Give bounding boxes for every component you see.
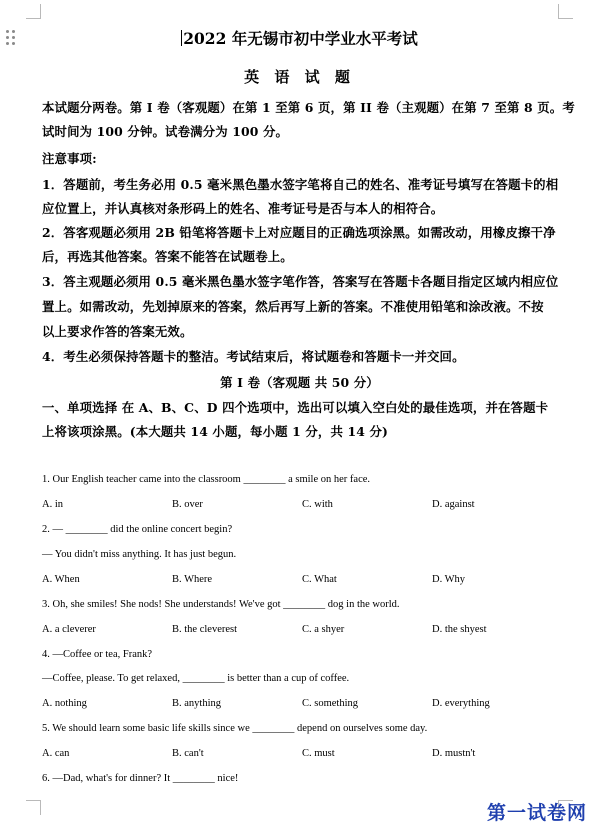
page-subtitle: 英 语 试 题	[244, 68, 355, 86]
option-a: A. a cleverer	[42, 624, 96, 635]
section-instruction: 一、单项选择 在 A、B、C、D 四个选项中，选出可以填入空白处的最佳选项，并在答题卡	[42, 400, 549, 415]
page-corner-mark	[558, 4, 573, 19]
option-b: B. over	[172, 499, 203, 510]
option-c: C. with	[302, 499, 333, 510]
option-c: C. a shyer	[302, 624, 345, 635]
option-b: B. can't	[172, 748, 204, 759]
option-a: A. in	[42, 499, 63, 510]
option-d: D. Why	[432, 574, 466, 585]
option-d: D. mustn't	[432, 748, 476, 759]
option-c: C. must	[302, 748, 335, 759]
note-line: 4．考生必须保持答题卡的整洁。考试结束后，将试题卷和答题卡一并交回。	[42, 349, 465, 364]
option-a: A. When	[42, 574, 80, 585]
option-b: B. anything	[172, 698, 221, 709]
option-a: A. nothing	[42, 698, 87, 709]
page-corner-mark	[26, 800, 41, 815]
note-line: 后，再选其他答案。答案不能答在试题卷上。	[42, 249, 293, 264]
note-line: 置上。如需改动，先划掉原来的答案，然后再写上新的答案。不准使用铅笔和涂改液。不按	[42, 299, 544, 314]
question-stem: 2. — ________ did the online concert begin?	[42, 524, 233, 535]
note-line: 以上要求作答的答案无效。	[42, 324, 193, 339]
option-b: B. Where	[172, 574, 213, 585]
question-stem: —Coffee, please. To get relaxed, ________ is better than a cup of coffee.	[42, 673, 350, 684]
question-stem: — You didn't miss anything. It has just begun.	[42, 549, 237, 560]
notes-heading: 注意事项:	[42, 151, 97, 166]
question-stem: 1. Our English teacher came into the classroom ________ a smile on her face.	[42, 474, 371, 485]
page-corner-mark	[26, 4, 41, 19]
option-d: D. against	[432, 499, 475, 510]
intro-line: 试时间为 100 分钟。试卷满分为 100 分。	[42, 124, 289, 139]
option-b: B. the cleverest	[172, 624, 238, 635]
question-stem: 6. —Dad, what's for dinner? It ________ nice!	[42, 773, 239, 784]
section-instruction: 上将该项涂黑。(本大题共 14 小题，每小题 1 分，共 14 分)	[42, 424, 389, 439]
option-c: C. What	[302, 574, 337, 585]
question-stem: 5. We should learn some basic life skills since we ________ depend on ourselves some day.	[42, 723, 428, 734]
question-stem: 3. Oh, she smiles! She nods! She understands! We've got ________ dog in the world.	[42, 599, 400, 610]
site-watermark: 第一试卷网	[486, 802, 587, 824]
question-stem: 4. —Coffee or tea, Frank?	[42, 649, 153, 660]
note-line: 1．答题前，考生务必用 0.5 毫米黑色墨水签字笔将自己的姓名、准考证号填写在答题卡的相	[42, 177, 559, 192]
option-d: D. everything	[432, 698, 490, 709]
note-line: 3．答主观题必须用 0.5 毫米黑色墨水签字笔作答，答案写在答题卡各题目指定区域内相应位	[42, 274, 559, 289]
page-title: 2022 年无锡市初中学业水平考试	[183, 29, 418, 48]
note-line: 应位置上，并认真核对条形码上的姓名、准考证号是否与本人的相符合。	[42, 201, 444, 216]
option-c: C. something	[302, 698, 359, 709]
section-heading: 第 I 卷（客观题 共 50 分）	[220, 375, 379, 390]
option-a: A. can	[42, 748, 70, 759]
option-d: D. the shyest	[432, 624, 487, 635]
intro-line: 本试题分两卷。第 I 卷（客观题）在第 1 至第 6 页，第 II 卷（主观题）在第 7 至第 8 页。考	[42, 100, 575, 115]
note-line: 2．答客观题必须用 2B 铅笔将答题卡上对应题目的正确选项涂黑。如需改动，用橡皮擦干净	[42, 225, 556, 240]
